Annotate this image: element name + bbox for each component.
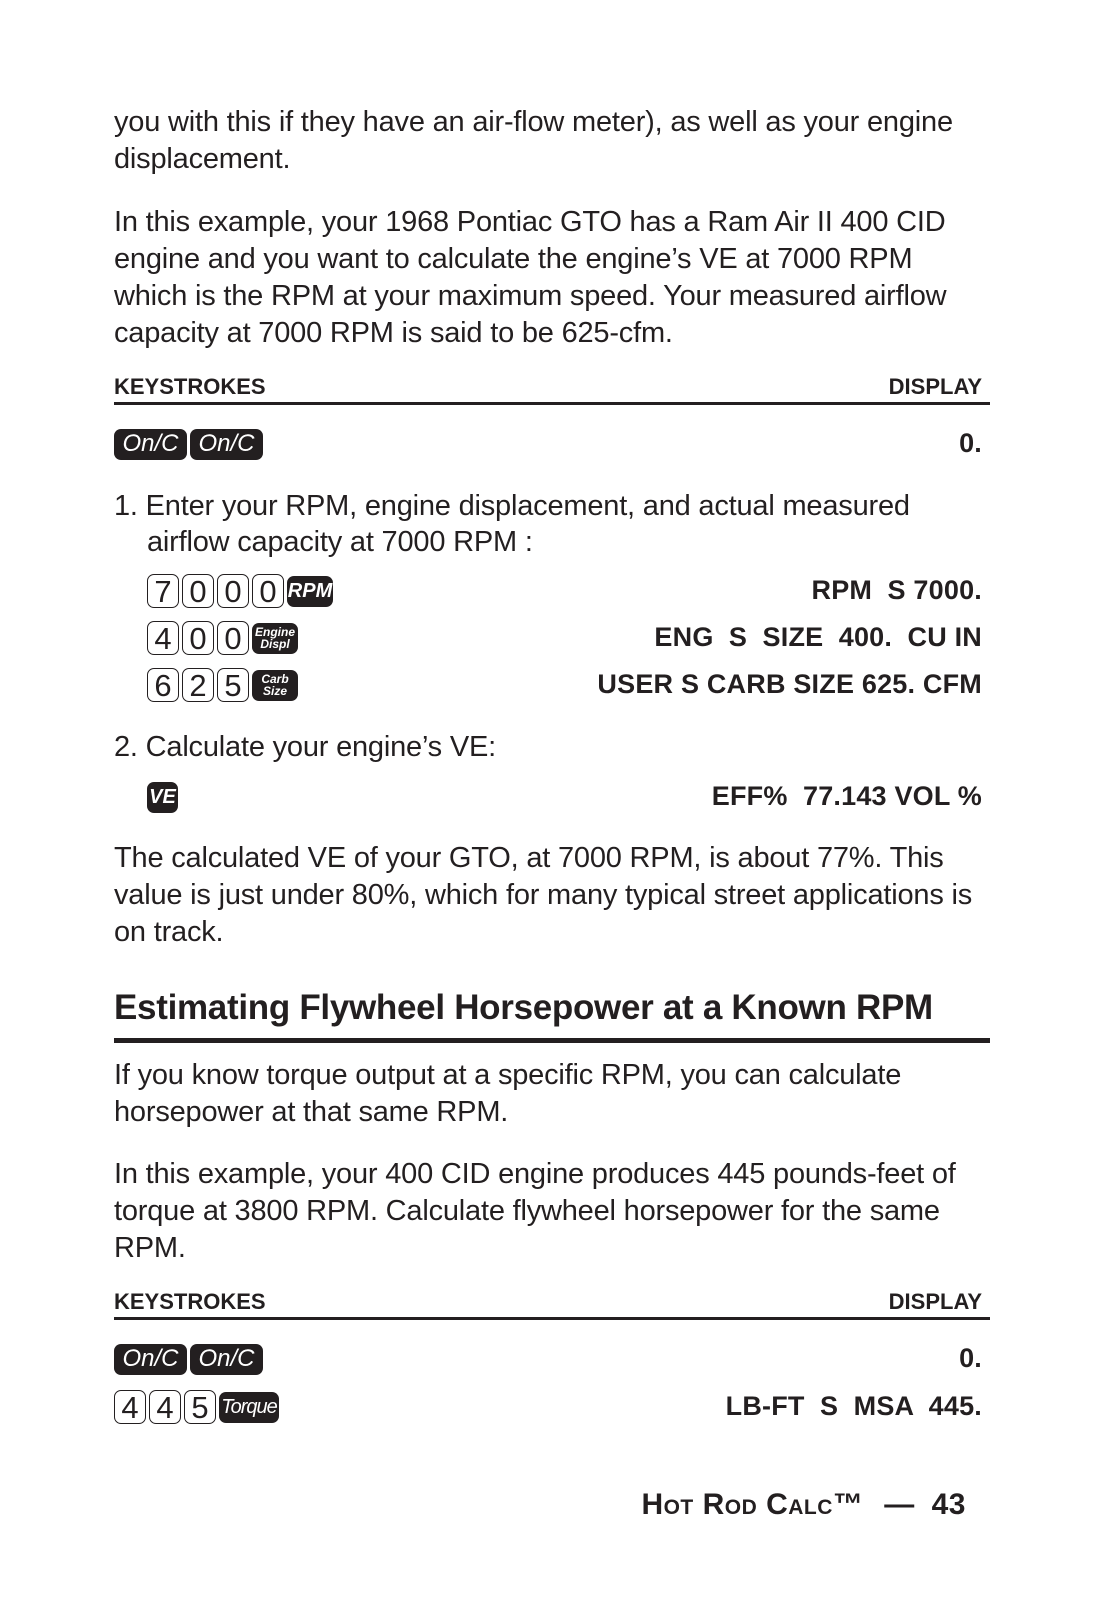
- section-heading-text: Estimating Flywheel Horsepower at a Known RPM: [114, 988, 933, 1027]
- carb-size-key: [252, 670, 298, 701]
- keystroke-row-carb: [114, 665, 990, 705]
- example-paragraph: In this example, your 1968 Pontiac GTO has a Ram Air II 400 CID engine and you want to calculate the engine’s VE at 7000 RPM which is the RPM at your maximum speed. Your measured airflow capacity at 7000 RPM is said to be 625-cfm.: [114, 206, 947, 349]
- digit-key: 0: [182, 574, 214, 608]
- display-value: RPM S 7000.: [811, 575, 982, 605]
- digit-key: 4: [114, 1390, 146, 1424]
- keystroke-row-rpm: [114, 571, 990, 611]
- key-label-line: Engine: [255, 625, 296, 639]
- footer-brand: Hot Rod Calc™: [641, 1488, 864, 1521]
- keystrokes-display-header: [114, 1281, 990, 1320]
- keystroke-group: [147, 618, 298, 658]
- keystroke-row-clear: [114, 424, 990, 464]
- display-value: USER S CARB SIZE 625. CFM: [597, 669, 982, 699]
- step-1-text-continued: airflow capacity at 7000 RPM :: [147, 526, 533, 558]
- on-c-key: On/C: [114, 429, 187, 460]
- page-footer: [641, 1488, 966, 1522]
- ve-key: VE: [147, 782, 178, 813]
- keystroke-group: [147, 665, 298, 705]
- display-value: ENG S SIZE 400. CU IN: [654, 622, 982, 652]
- digit-key: 4: [147, 621, 179, 655]
- footer-separator: —: [884, 1488, 915, 1521]
- on-c-key: On/C: [190, 1344, 263, 1375]
- keystroke-group: [114, 1387, 279, 1427]
- keystroke-group: [114, 1339, 263, 1379]
- display-value: 0.: [959, 1343, 982, 1373]
- digit-key: 0: [217, 574, 249, 608]
- digit-key: 5: [184, 1390, 216, 1424]
- digit-key: 4: [149, 1390, 181, 1424]
- keystroke-group: [147, 777, 178, 817]
- digit-key: 6: [147, 668, 179, 702]
- digit-key: 5: [217, 668, 249, 702]
- step-2-text: 2. Calculate your engine’s VE:: [114, 731, 496, 763]
- keystroke-row-ve: [114, 777, 990, 817]
- keystrokes-display-header: [114, 366, 990, 405]
- key-label-line: Carb: [261, 672, 289, 686]
- display-label: DISPLAY: [888, 1289, 982, 1314]
- step-1-text: 1. Enter your RPM, engine displacement, and actual measured: [114, 490, 910, 522]
- digit-key: 0: [182, 621, 214, 655]
- keystroke-row-displacement: [114, 618, 990, 658]
- section-heading: [114, 988, 990, 1043]
- intro-paragraph: you with this if they have an air-flow meter), as well as your engine displacement.: [114, 106, 953, 175]
- digit-key: 2: [182, 668, 214, 702]
- keystrokes-label: KEYSTROKES: [114, 1289, 266, 1314]
- display-value: LB-FT S MSA 445.: [725, 1391, 982, 1421]
- page-number: 43: [931, 1488, 966, 1521]
- key-label-line: Size: [262, 684, 287, 698]
- example-paragraph: In this example, your 400 CID engine produces 445 pounds-feet of torque at 3800 RPM. Calculate flywheel horsepower for the same RPM.: [114, 1158, 956, 1264]
- torque-key: Torque: [219, 1392, 279, 1423]
- keystroke-row-torque: [114, 1387, 990, 1427]
- on-c-key: On/C: [114, 1344, 187, 1375]
- keystroke-group: [147, 571, 333, 611]
- keystroke-group: [114, 424, 263, 464]
- digit-key: 0: [252, 574, 284, 608]
- result-paragraph: The calculated VE of your GTO, at 7000 RPM, is about 77%. This value is just under 80%, which for many typical street applications is on track.: [114, 842, 973, 948]
- digit-key: 0: [217, 621, 249, 655]
- manual-page: [114, 0, 990, 1600]
- display-label: DISPLAY: [888, 374, 982, 399]
- display-value: EFF% 77.143 VOL %: [711, 781, 982, 811]
- digit-key: 7: [147, 574, 179, 608]
- display-value: 0.: [959, 428, 982, 458]
- key-label-line: Displ: [260, 637, 290, 651]
- keystroke-row-clear: [114, 1339, 990, 1379]
- on-c-key: On/C: [190, 429, 263, 460]
- keystrokes-label: KEYSTROKES: [114, 374, 266, 399]
- rpm-key: RPM: [287, 576, 333, 607]
- section-intro-paragraph: If you know torque output at a specific RPM, you can calculate horsepower at that same RPM.: [114, 1059, 902, 1128]
- engine-displ-key: [252, 623, 298, 654]
